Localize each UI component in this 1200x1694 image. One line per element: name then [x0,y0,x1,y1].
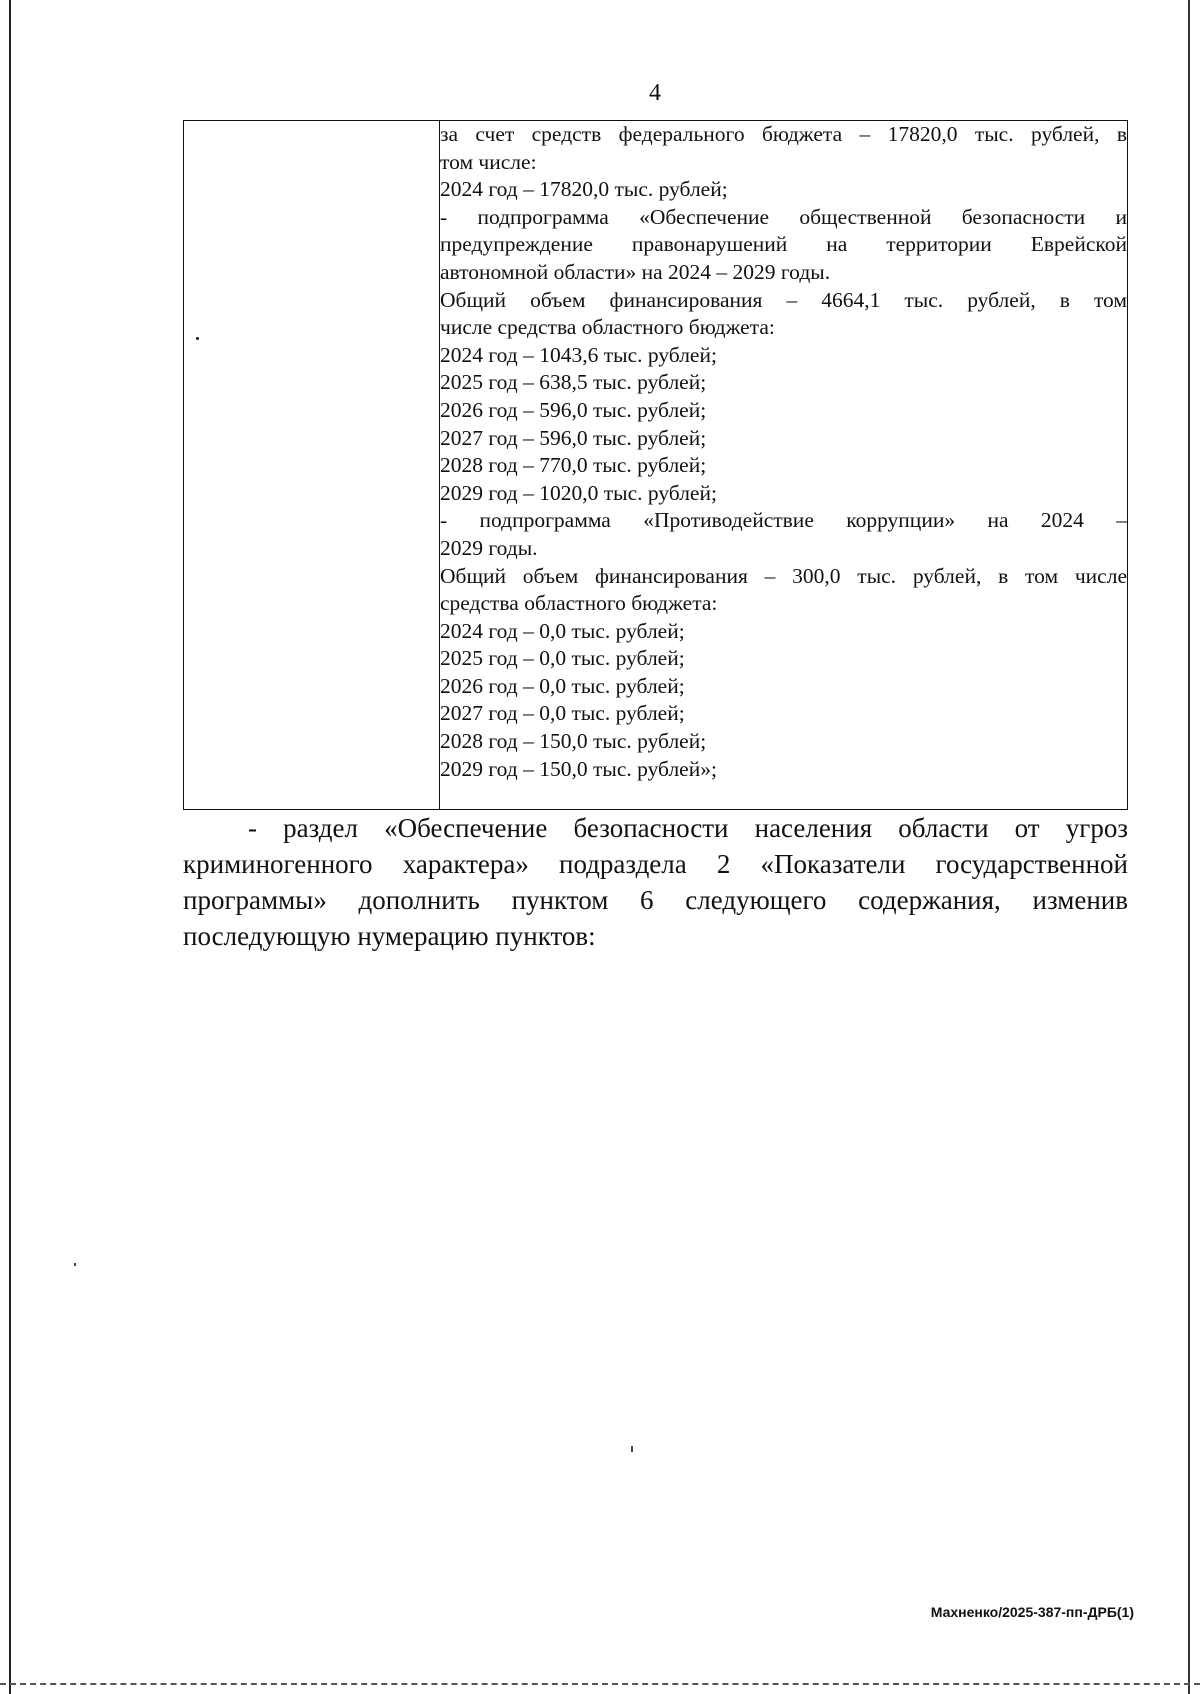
scan-dot [196,337,199,340]
table-text-line: 2026 год – 0,0 тыс. рублей; [440,673,685,698]
table-text-line: - подпрограмма «Противодействие коррупции» на 2024 – [440,508,1127,533]
table-text-line: числе средства областного бюджета: [440,315,775,340]
table-text-line: 2025 год – 0,0 тыс. рублей; [440,646,685,671]
paragraph-line: криминогенного характера» подраздела 2 «Показатели государственной [183,849,1128,879]
table-row [184,121,1128,810]
table-text-line: средства областного бюджета: [440,591,718,616]
table-text-line: автономной области» на 2024 – 2029 годы. [440,259,831,284]
table-text-line: 2025 год – 638,5 тыс. рублей; [440,370,707,395]
table-text-line: 2027 год – 0,0 тыс. рублей; [440,701,685,726]
paragraph-line: программы» дополнить пунктом 6 следующего содержания, изменив [183,885,1128,915]
table-text-line: 2026 год – 596,0 тыс. рублей; [440,397,707,422]
table-text-line: 2024 год – 17820,0 тыс. рублей; [440,177,728,202]
scan-speck [74,1263,76,1266]
table-text-line: 2029 годы. [440,535,538,560]
table-text-line: 2027 год – 596,0 тыс. рублей; [440,425,707,450]
amendment-paragraph [183,810,1128,954]
scan-right-edge [1188,0,1190,1694]
table-label-cell [184,121,440,810]
table-text-line: том числе: [440,149,537,174]
table-text-line: 2028 год – 770,0 тыс. рублей; [440,453,707,478]
table-content-cell [440,121,1128,810]
table-text-line: 2024 год – 1043,6 тыс. рублей; [440,342,717,367]
table-text-line: Общий объем финансирования – 300,0 тыс. рублей, в том числе [440,563,1127,588]
page-number: 4 [649,80,661,106]
funding-table [183,120,1128,810]
table-text-line: предупреждение правонарушений на территории Еврейской [440,232,1127,257]
table-text-line: за счет средств федерального бюджета – 17820,0 тыс. рублей, в [440,122,1127,146]
table-text-line: Общий объем финансирования – 4664,1 тыс. рублей, в том [440,287,1127,312]
table-text-line: - подпрограмма «Обеспечение общественной безопасности и [440,204,1127,229]
paragraph-line: - раздел «Обеспечение безопасности населения области от угроз [248,813,1128,843]
funding-text [440,121,1127,783]
scan-left-edge [9,0,11,1694]
table-text-line: 2028 год – 150,0 тыс. рублей; [440,729,707,754]
scan-speck [631,1446,633,1452]
paragraph-line: последующую нумерацию пунктов: [183,921,596,951]
table-text-line: 2029 год – 1020,0 тыс. рублей; [440,480,717,505]
table-text-line: 2024 год – 0,0 тыс. рублей; [440,618,685,643]
scan-bottom-edge [0,1683,1200,1685]
table-text-line: 2029 год – 150,0 тыс. рублей»; [440,756,717,781]
document-code: Махненко/2025-387-пп-ДРБ(1) [930,1604,1134,1620]
